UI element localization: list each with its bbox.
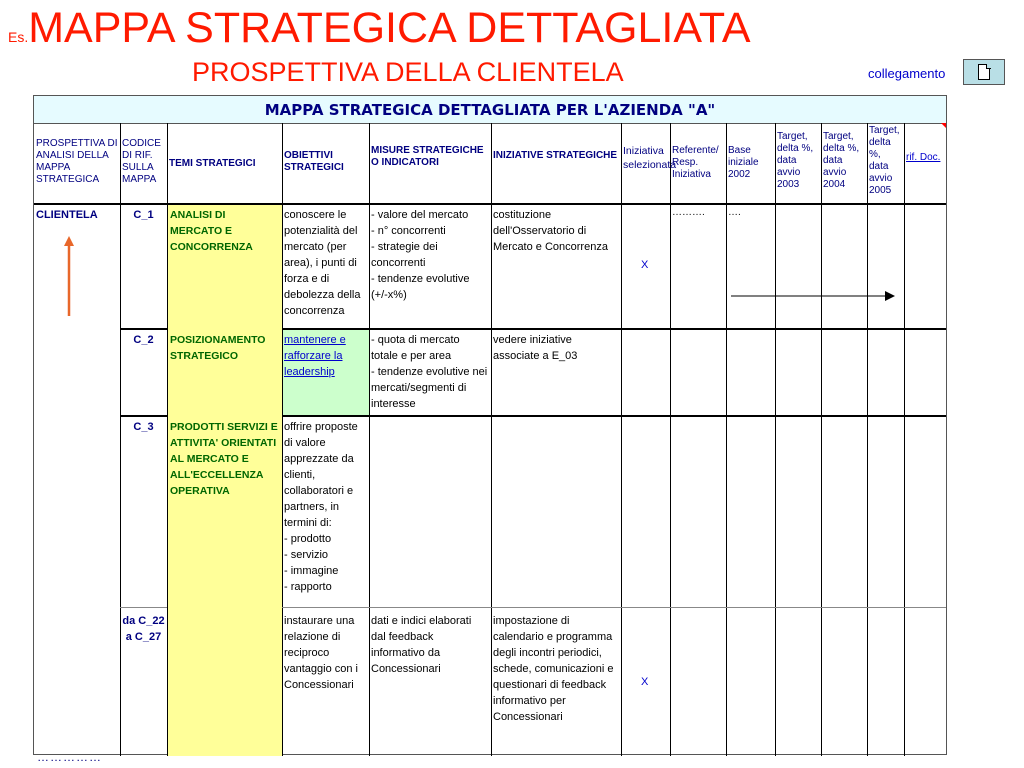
codice-cell: da C_22 a C_27	[122, 615, 165, 643]
link-label: collegamento	[868, 66, 946, 81]
obiettivo-cell: conoscere le potenzialità del mercato (per area), i punti di forza e di debolezza della concorrenza	[284, 209, 361, 317]
iniziativa-cell: vedere iniziative associate a E_03	[493, 334, 578, 362]
prospettiva-label: CLIENTELA	[36, 209, 98, 221]
tema-cell: ANALISI DI MERCATO E CONCORRENZA	[170, 209, 253, 253]
header-target-2005: Target, delta %, data avvio 2005	[869, 125, 900, 196]
codice-cell: C_3	[133, 421, 154, 433]
title-prefix: Es.	[8, 29, 29, 45]
header-obiettivi: OBIETTIVI STRATEGICI	[284, 150, 344, 173]
col-divider	[821, 123, 822, 756]
base-cell: ….	[728, 207, 741, 218]
tema-cell: POSIZIONAMENTO STRATEGICO	[170, 334, 266, 362]
misure-cell: - quota di mercato totale e per area - tendenze evolutive nei mercati/segmenti di interesse	[371, 334, 488, 410]
misure-cell: dati e indici elaborati dal feedback informativo da Concessionari	[371, 615, 472, 675]
main-title: MAPPA STRATEGICA DETTAGLIATA	[28, 4, 751, 52]
table-title: MAPPA STRATEGICA DETTAGLIATA PER L'AZIENDA "A"	[34, 96, 946, 124]
document-icon	[978, 64, 990, 80]
right-arrow-icon	[731, 290, 895, 302]
link-button[interactable]	[963, 59, 1005, 85]
obiettivo-cell: instaurare una relazione di reciproco vantaggio con i Concessionari	[284, 615, 358, 691]
row-divider	[282, 607, 946, 608]
obiettivo-link[interactable]: mantenere e rafforzare la leadership	[284, 334, 346, 378]
selected-mark: X	[641, 676, 649, 688]
col-divider	[867, 123, 868, 756]
page-title	[8, 4, 751, 54]
col-divider	[775, 123, 776, 756]
iniziativa-cell: costituzione dell'Osservatorio di Mercato e Concorrenza	[493, 209, 608, 253]
header-rif-doc-link[interactable]: rif. Doc.	[906, 152, 941, 163]
header-target-2004: Target, delta %, data avvio 2004	[823, 131, 860, 190]
header-target-2003: Target, delta %, data avvio 2003	[777, 131, 814, 190]
footer-dots: ……………	[37, 750, 102, 764]
header-prospettiva: PROSPETTIVA DI ANALISI DELLA MAPPA STRATEGICA	[36, 138, 118, 185]
header-misure: MISURE STRATEGICHE O INDICATORI	[371, 145, 484, 168]
page-subtitle: PROSPETTIVA DELLA CLIENTELA	[192, 57, 624, 87]
row-divider	[120, 607, 167, 608]
strategy-table	[33, 95, 947, 755]
up-arrow-icon	[62, 236, 76, 316]
comment-marker	[941, 123, 946, 128]
col-divider	[904, 123, 905, 756]
header-iniziative: INIZIATIVE STRATEGICHE	[493, 150, 618, 161]
codice-cell: C_1	[133, 209, 154, 221]
header-iniziativa-selezionata: Iniziativa selezionata	[623, 145, 677, 171]
header-temi: TEMI STRATEGICI	[169, 158, 256, 169]
iniziativa-cell: impostazione di calendario e programma degli incontri periodici, schede, comunicazioni e questionari di feedback informativo per Concessionari	[493, 615, 614, 723]
codice-cell: C_2	[133, 334, 154, 346]
col-divider	[621, 123, 622, 756]
header-referente: Referente/ Resp. Iniziativa	[672, 145, 719, 180]
header-codice: CODICE DI RIF. SULLA MAPPA	[122, 138, 161, 185]
tema-cell: PRODOTTI SERVIZI E ATTIVITA' ORIENTATI AL MERCATO E ALL'ECCELLENZA OPERATIVA	[170, 421, 278, 497]
misure-cell: - valore del mercato - n° concorrenti - strategie dei concorrenti - tendenze evolutive (+/-x%)	[371, 209, 470, 301]
obiettivo-cell: offrire proposte di valore apprezzate da clienti, collaboratori e partners, in termini di: - prodotto - servizio - immagine - rapporto	[284, 421, 358, 593]
referente-cell: ……….	[672, 207, 705, 218]
header-base: Base iniziale 2002	[728, 145, 759, 180]
selected-mark: X	[641, 259, 649, 271]
